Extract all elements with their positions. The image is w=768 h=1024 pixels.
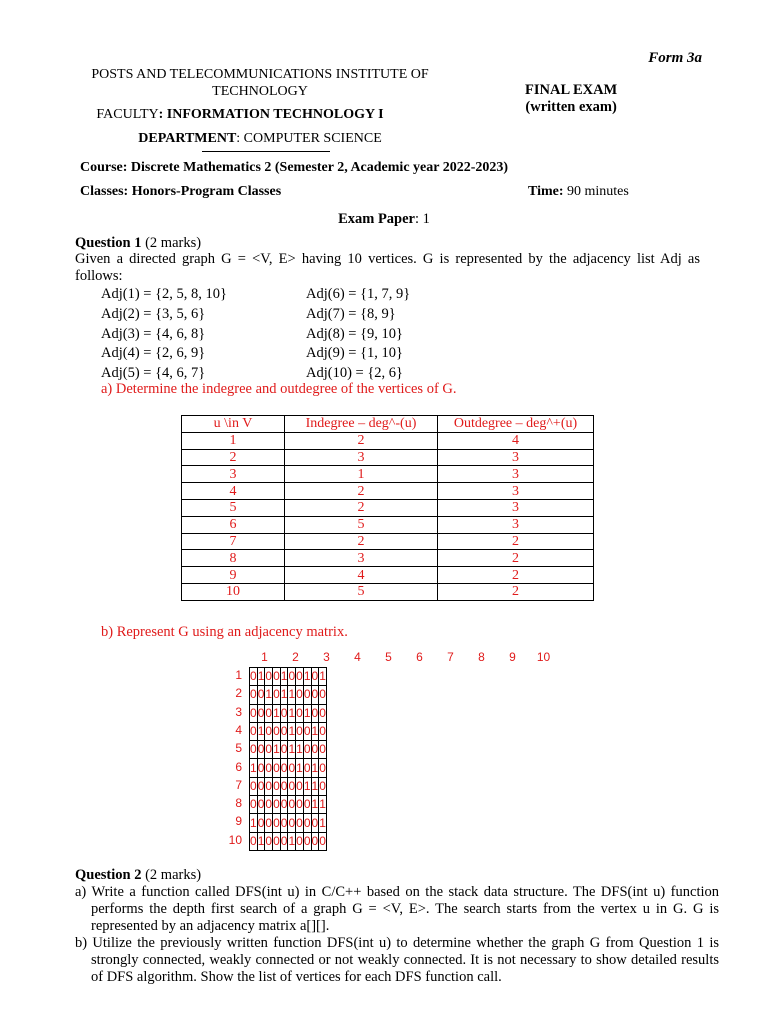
course-line: Course: Discrete Mathematics 2 (Semester 2, Academic year 2022-2023) [80,160,509,175]
matrix-cell: 0 [265,832,273,850]
matrix-cell: 0 [296,832,304,850]
matrix-cell: 0 [319,704,327,722]
degree-cell: 2 [438,533,594,550]
degree-cell: 2 [438,550,594,567]
matrix-cell: 0 [265,668,273,686]
table-row [182,483,594,500]
matrix-cell: 0 [296,796,304,814]
matrix-cell: 0 [265,814,273,832]
matrix-row-label: 8 [235,796,242,811]
department [70,131,450,147]
matrix-cell: 0 [296,668,304,686]
matrix-cell: 0 [250,777,258,795]
degree-cell: 3 [285,550,438,567]
table-row [182,533,594,550]
matrix-row-label: 9 [235,814,242,829]
question2-part-a: a) Write a function called DFS(int u) in C/C++ based on the stack data structure. The DFS(int u) function performs the depth first search of a graph G = <V, E>. The search starts from the vertex u in G. G is represented by an adjacency matrix a[][]. [75,884,719,934]
matrix-cell: 0 [303,741,311,759]
question2-part-b: b) Utilize the previously written function DFS(int u) to determine whether the graph G from Question 1 is strongly connected, weakly connected or not weakly connected. It is not necessary to show detailed results of DFS algorithm. Show the list of vertices for each DFS function call. [75,935,719,985]
degree-cell: 7 [182,533,285,550]
adjacency-list-entry: Adj(9) = {1, 10} [306,345,404,362]
table-row [182,449,594,466]
matrix-column-label: 7 [447,650,454,664]
matrix-column-label: 9 [509,650,516,664]
matrix-cell: 1 [311,722,319,740]
matrix-row [250,832,327,850]
matrix-cell: 0 [250,668,258,686]
matrix-cell: 0 [265,759,273,777]
matrix-cell: 1 [288,741,296,759]
matrix-cell: 0 [288,759,296,777]
matrix-cell: 1 [319,796,327,814]
matrix-row [250,686,327,704]
degree-table [181,415,594,601]
matrix-cell: 1 [273,741,281,759]
matrix-cell: 0 [273,796,281,814]
matrix-cell: 0 [303,686,311,704]
degree-cell: 5 [182,499,285,516]
matrix-cell: 0 [311,686,319,704]
degree-cell: 4 [182,483,285,500]
matrix-cell: 1 [273,704,281,722]
matrix-column-label: 10 [536,650,551,664]
degree-cell: 4 [285,567,438,584]
degree-cell: 6 [182,516,285,533]
adjacency-list-entry: Adj(4) = {2, 6, 9} [101,345,206,362]
degree-cell: 2 [285,432,438,449]
exam-paper-value: : 1 [415,211,430,227]
degree-cell: 2 [285,533,438,550]
matrix-cell: 1 [319,814,327,832]
matrix-cell: 0 [250,796,258,814]
degree-header-cell: u \in V [182,416,285,433]
matrix-cell: 0 [303,832,311,850]
matrix-column-label: 8 [478,650,485,664]
matrix-cell: 1 [311,777,319,795]
matrix-cell: 1 [288,832,296,850]
matrix-cell: 0 [273,759,281,777]
matrix-cell: 0 [265,777,273,795]
department-label: DEPARTMENT [138,131,237,146]
matrix-cell: 0 [311,814,319,832]
matrix-cell: 0 [257,777,265,795]
degree-cell: 5 [285,516,438,533]
matrix-cell: 0 [257,704,265,722]
matrix-cell: 0 [250,704,258,722]
matrix-cell: 1 [288,686,296,704]
adjacency-list-entry: Adj(1) = {2, 5, 8, 10} [101,286,228,302]
matrix-cell: 0 [273,814,281,832]
matrix-cell: 0 [296,814,304,832]
adjacency-list-entry: Adj(6) = {1, 7, 9} [306,286,411,302]
institute-name [70,66,450,100]
matrix-row [250,777,327,795]
degree-cell: 5 [285,583,438,600]
matrix-cell: 1 [288,704,296,722]
degree-cell: 2 [285,483,438,500]
matrix-cell: 0 [273,777,281,795]
matrix-cell: 0 [273,722,281,740]
matrix-row [250,814,327,832]
degree-cell: 4 [438,432,594,449]
question1-part-b: b) Represent G using an adjacency matrix. [101,624,348,640]
matrix-cell: 0 [250,832,258,850]
table-row [182,567,594,584]
matrix-cell: 0 [273,686,281,704]
exam-paper-label: Exam Paper [338,211,415,227]
degree-table-header [182,416,594,433]
degree-cell: 9 [182,567,285,584]
matrix-cell: 0 [273,832,281,850]
exam-title: FINAL EXAM [525,82,618,98]
matrix-cell: 0 [288,668,296,686]
matrix-cell: 0 [296,777,304,795]
matrix-row-label: 3 [235,704,242,719]
matrix-column-label: 2 [292,650,299,664]
matrix-column-label: 3 [323,650,330,664]
matrix-cell: 1 [296,759,304,777]
matrix-cell: 0 [250,741,258,759]
matrix-cell: 0 [311,741,319,759]
matrix-cell: 0 [280,814,288,832]
matrix-cell: 0 [319,722,327,740]
matrix-cell: 0 [265,741,273,759]
matrix-cell: 0 [303,796,311,814]
matrix-cell: 0 [280,759,288,777]
question1-intro: Given a directed graph G = <V, E> having 10 vertices. G is represented by the adjacency list Adj as follows: [75,251,700,284]
table-row [182,516,594,533]
degree-cell: 3 [438,483,594,500]
degree-header-cell: Outdegree – deg^+(u) [438,416,594,433]
matrix-cell: 1 [280,686,288,704]
degree-cell: 1 [182,432,285,449]
adjacency-list-entry: Adj(5) = {4, 6, 7} [101,365,206,382]
question1-marks: (2 marks) [141,235,202,251]
department-value: : COMPUTER SCIENCE [236,131,382,146]
matrix-row [250,759,327,777]
degree-cell: 3 [438,516,594,533]
matrix-cell: 1 [250,814,258,832]
matrix-cell: 0 [280,741,288,759]
matrix-cell: 0 [319,759,327,777]
matrix-row-label: 6 [235,759,242,774]
degree-cell: 2 [285,499,438,516]
question1-part-a: a) Determine the indegree and outdegree of the vertices of G. [101,381,457,397]
matrix-cell: 1 [257,722,265,740]
exam-paper [0,211,768,228]
matrix-cell: 0 [250,722,258,740]
time-value: 90 minutes [563,184,629,199]
faculty-value: : INFORMATION TECHNOLOGY I [158,107,384,122]
matrix-row-label: 4 [235,722,242,737]
matrix-cell: 0 [257,741,265,759]
degree-cell: 3 [438,466,594,483]
matrix-cell: 1 [319,668,327,686]
adjacency-list-entry: Adj(8) = {9, 10} [306,325,404,342]
question1-title: Question 1 [75,235,142,251]
time-label: Time: [528,184,564,199]
matrix-cell: 0 [250,686,258,704]
matrix-cell: 0 [288,814,296,832]
table-row [182,432,594,449]
matrix-cell: 0 [303,759,311,777]
exam-title-block [525,82,617,116]
matrix-cell: 0 [265,722,273,740]
table-row [182,550,594,567]
matrix-column-label: 1 [261,650,268,664]
matrix-row-label: 7 [235,777,242,792]
institute-line2: TECHNOLOGY [212,84,308,99]
degree-cell: 3 [438,499,594,516]
matrix-cell: 0 [296,722,304,740]
faculty [70,107,410,123]
matrix-cell: 0 [296,686,304,704]
matrix-cell: 0 [319,777,327,795]
matrix-column-label: 4 [354,650,361,664]
degree-cell: 2 [438,567,594,584]
matrix-column-label: 6 [416,650,423,664]
matrix-cell: 0 [296,704,304,722]
degree-cell: 3 [438,449,594,466]
degree-cell: 1 [285,466,438,483]
adjacency-list-entry: Adj(3) = {4, 6, 8} [101,325,206,342]
question2-title: Question 2 [75,867,142,883]
form-label: Form 3a [648,50,702,66]
matrix-row [250,722,327,740]
matrix-cell: 0 [311,704,319,722]
matrix-row-label: 10 [228,832,242,847]
degree-cell: 10 [182,583,285,600]
matrix-row-label: 1 [235,668,242,682]
matrix-cell: 1 [303,668,311,686]
matrix-row [250,668,327,686]
matrix-row-label: 5 [235,741,242,756]
exam-subtitle: (written exam) [525,99,617,115]
matrix-cell: 0 [280,722,288,740]
institute-line1: POSTS AND TELECOMMUNICATIONS INSTITUTE OF [91,67,429,82]
department-underline [202,151,330,152]
matrix-cell: 0 [280,704,288,722]
matrix-row-label: 2 [235,686,242,701]
degree-header-cell: Indegree – deg^-(u) [285,416,438,433]
matrix-cell: 1 [311,796,319,814]
matrix-cell: 0 [319,832,327,850]
degree-cell: 3 [285,449,438,466]
degree-cell: 2 [438,583,594,600]
matrix-cell: 0 [288,796,296,814]
matrix-cell: 1 [257,668,265,686]
matrix-cell: 0 [265,796,273,814]
matrix-cell: 1 [280,668,288,686]
adjacency-list-entry: Adj(7) = {8, 9} [306,305,396,322]
question1-heading [75,235,201,252]
matrix-cell: 1 [288,722,296,740]
degree-cell: 8 [182,550,285,567]
table-row [182,466,594,483]
degree-cell: 2 [182,449,285,466]
matrix-cell: 1 [303,777,311,795]
matrix-column-label: 5 [385,650,392,664]
matrix-cell: 0 [257,796,265,814]
adjacency-list-entry: Adj(10) = {2, 6} [306,365,404,382]
matrix-cell: 1 [250,759,258,777]
matrix-cell: 0 [311,668,319,686]
faculty-label: FACULTY [96,107,159,122]
time-line [528,184,629,200]
matrix-cell: 0 [257,814,265,832]
matrix-cell: 0 [273,668,281,686]
question2-marks: (2 marks) [141,867,202,883]
matrix-row [250,796,327,814]
matrix-cell: 0 [280,777,288,795]
matrix-row [250,704,327,722]
matrix-cell: 0 [280,832,288,850]
matrix-cell: 1 [296,741,304,759]
matrix-cell: 0 [311,832,319,850]
matrix-cell: 0 [319,686,327,704]
matrix-cell: 1 [265,686,273,704]
question2-heading [75,867,201,884]
matrix-cell: 0 [257,759,265,777]
matrix-cell: 0 [303,814,311,832]
matrix-cell: 0 [288,777,296,795]
adjacency-list-entry: Adj(2) = {3, 5, 6} [101,305,206,322]
table-row [182,499,594,516]
degree-cell: 3 [182,466,285,483]
matrix-cell: 0 [265,704,273,722]
matrix-row [250,741,327,759]
matrix-cell: 1 [311,759,319,777]
matrix-cell: 0 [280,796,288,814]
matrix-cell: 0 [319,741,327,759]
matrix-cell: 0 [303,722,311,740]
classes-line: Classes: Honors-Program Classes [80,184,282,199]
matrix-cell: 1 [303,704,311,722]
matrix-cell: 1 [257,832,265,850]
matrix-cell: 0 [257,686,265,704]
table-row [182,583,594,600]
